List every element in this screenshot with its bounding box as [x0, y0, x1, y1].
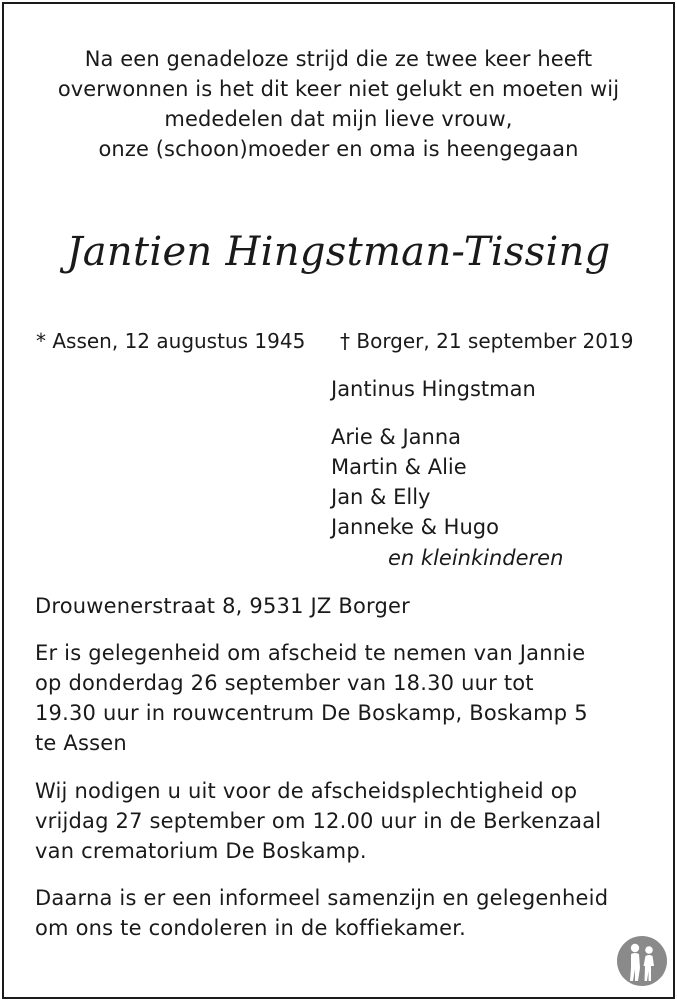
- grandchildren-label: en kleinkinderen: [388, 546, 564, 570]
- farewell-paragraph: [35, 638, 588, 758]
- birth-info: * Assen, 12 augustus 1945: [36, 329, 306, 353]
- home-address: Drouwenerstraat 8, 9531 JZ Borger: [35, 594, 411, 618]
- intro-line: overwonnen is het dit keer niet gelukt en moeten wij: [57, 77, 620, 101]
- emblem-background: [617, 936, 667, 986]
- child-entry: Martin & Alie: [331, 455, 467, 479]
- farewell-line: 19.30 uur in rouwcentrum De Boskamp, Boskamp 5: [35, 701, 588, 725]
- ceremony-paragraph: [35, 776, 601, 866]
- intro-line: Na een genadeloze strijd die ze twee keer heeft: [84, 47, 593, 71]
- ceremony-line: Wij nodigen u uit voor de afscheidsplechtigheid op: [35, 779, 578, 803]
- intro-line: mededelen dat mijn lieve vrouw,: [164, 107, 513, 131]
- condolence-line: Daarna is er een informeel samenzijn en gelegenheid: [35, 886, 609, 910]
- memorial-figures-icon: [616, 935, 668, 987]
- child-entry: Janneke & Hugo: [331, 515, 499, 539]
- ceremony-line: vrijdag 27 september om 12.00 uur in de Berkenzaal: [35, 809, 602, 833]
- intro-line: onze (schoon)moeder en oma is heengegaan: [98, 137, 579, 161]
- deceased-name: Jantien Hingstman-Tissing: [66, 229, 611, 275]
- condolence-line: om ons te condoleren in de koffiekamer.: [35, 916, 467, 940]
- children-list: [331, 422, 499, 542]
- ceremony-line: van crematorium De Boskamp.: [35, 839, 367, 863]
- condolence-paragraph: [35, 883, 608, 943]
- farewell-line: op donderdag 26 september van 18.30 uur tot: [35, 671, 534, 695]
- intro-text: [0, 44, 677, 164]
- child-entry: Arie & Janna: [331, 425, 462, 449]
- farewell-line: te Assen: [35, 731, 127, 755]
- child-entry: Jan & Elly: [331, 485, 431, 509]
- death-info: † Borger, 21 september 2019: [340, 329, 634, 353]
- farewell-line: Er is gelegenheid om afscheid te nemen van Jannie: [35, 641, 586, 665]
- partner-name: Jantinus Hingstman: [331, 377, 536, 401]
